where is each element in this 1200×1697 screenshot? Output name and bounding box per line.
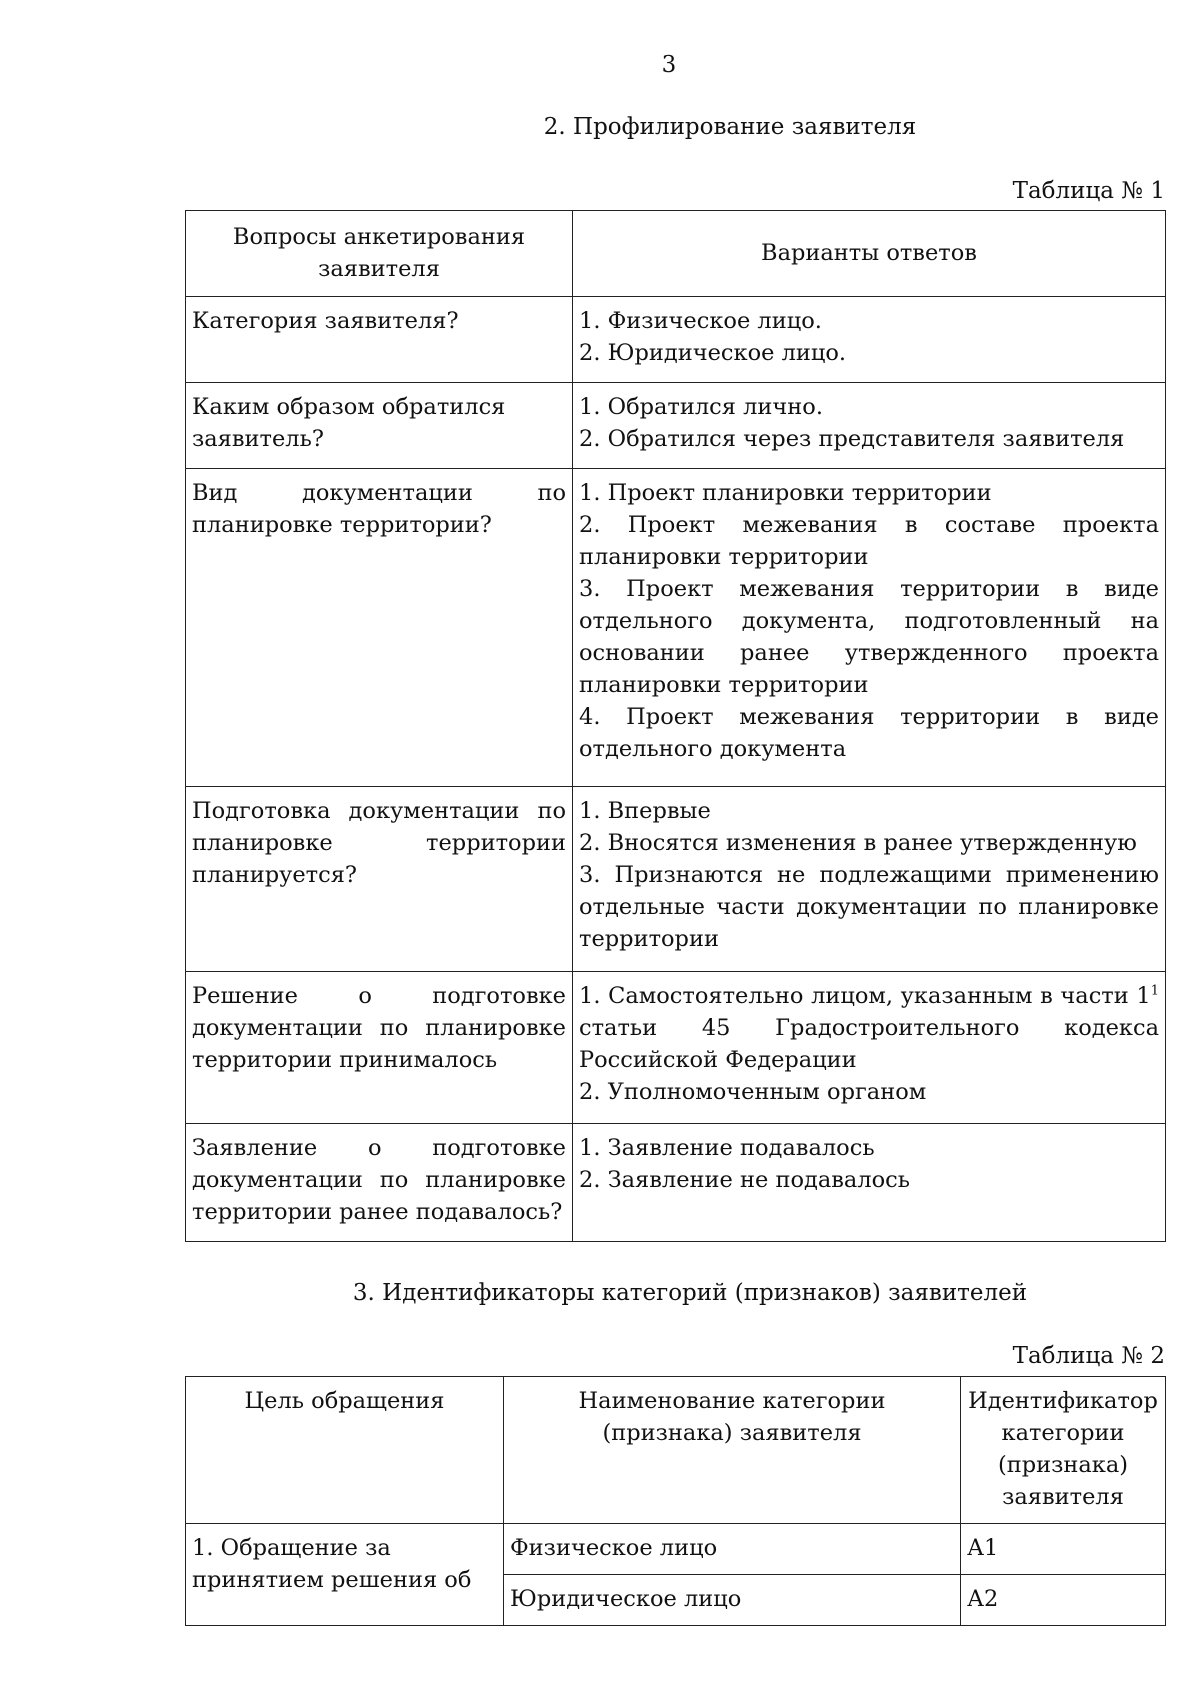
question-cell: Подготовка документации по планировке территории планируется? [186, 787, 573, 972]
answer-item: 1. Проект планировки территории [579, 480, 992, 506]
answers-cell [573, 787, 1166, 972]
answers-cell [573, 1124, 1166, 1242]
answer-item: 3. Проект межевания территории в виде отдельного документа, подготовленный на основании ранее утвержденного проекта планировки территории [579, 576, 1159, 698]
table-row [186, 469, 1166, 787]
answer-item: 1. Впервые [579, 798, 711, 824]
answer-text: 1. Самостоятельно лицом, указанным в части 1 [579, 983, 1151, 1009]
question-cell: Вид документации по планировке территории? [186, 469, 573, 787]
header-category: Наименование категории (признака) заявителя [504, 1377, 961, 1524]
table-1-label: Таблица № 1 [1012, 178, 1165, 204]
answer-item: 1. Заявление подавалось [579, 1135, 875, 1161]
answer-item [579, 980, 1159, 1076]
superscript: 1 [1150, 983, 1159, 999]
purpose-cell: 1. Обращение за принятием решения об [186, 1524, 504, 1626]
identifier-cell: А2 [961, 1575, 1166, 1626]
table-2 [185, 1376, 1166, 1626]
question-cell: Категория заявителя? [186, 297, 573, 383]
answer-item: 4. Проект межевания территории в виде отдельного документа [579, 704, 1159, 762]
answer-item: 2. Юридическое лицо. [579, 340, 847, 366]
question-cell: Каким образом обратился заявитель? [186, 383, 573, 469]
table-2-header-row [186, 1377, 1166, 1524]
category-cell: Юридическое лицо [504, 1575, 961, 1626]
answers-cell [573, 469, 1166, 787]
answer-item: 2. Заявление не подавалось [579, 1167, 911, 1193]
answer-item: 2. Проект межевания в составе проекта планировки территории [579, 512, 1159, 570]
section-2-title: 2. Профилирование заявителя [543, 114, 917, 140]
table-row [186, 1124, 1166, 1242]
table-row [186, 297, 1166, 383]
answers-cell [573, 972, 1166, 1124]
page-number: 3 [661, 52, 677, 78]
table-row [186, 1524, 1166, 1575]
header-answers: Варианты ответов [573, 211, 1166, 297]
answers-cell [573, 383, 1166, 469]
identifier-cell: А1 [961, 1524, 1166, 1575]
answer-text-continued: статьи 45 Градостроительного кодекса Российской Федерации [579, 1015, 1159, 1073]
category-cell: Физическое лицо [504, 1524, 961, 1575]
question-cell: Решение о подготовке документации по планировке территории принималось [186, 972, 573, 1124]
table-1-header-row [186, 211, 1166, 297]
table-row [186, 383, 1166, 469]
table-2-label: Таблица № 2 [1012, 1343, 1165, 1369]
answer-item: 2. Обратился через представителя заявителя [579, 426, 1125, 452]
answer-item: 2. Уполномоченным органом [579, 1079, 927, 1105]
table-row [186, 972, 1166, 1124]
answer-item: 1. Обратился лично. [579, 394, 823, 420]
answer-item: 3. Признаются не подлежащими применению отдельные части документации по планировке территории [579, 862, 1159, 952]
question-cell: Заявление о подготовке документации по планировке территории ранее подавалось? [186, 1124, 573, 1242]
section-3-title: 3. Идентификаторы категорий (признаков) заявителей [352, 1280, 1028, 1306]
answer-item: 2. Вносятся изменения в ранее утвержденную [579, 830, 1137, 856]
header-identifier: Идентификатор категории (признака) заявителя [961, 1377, 1166, 1524]
table-row [186, 787, 1166, 972]
answers-cell [573, 297, 1166, 383]
header-questions: Вопросы анкетирования заявителя [186, 211, 573, 297]
answer-item: 1. Физическое лицо. [579, 308, 822, 334]
header-purpose: Цель обращения [186, 1377, 504, 1524]
table-1 [185, 210, 1166, 1242]
